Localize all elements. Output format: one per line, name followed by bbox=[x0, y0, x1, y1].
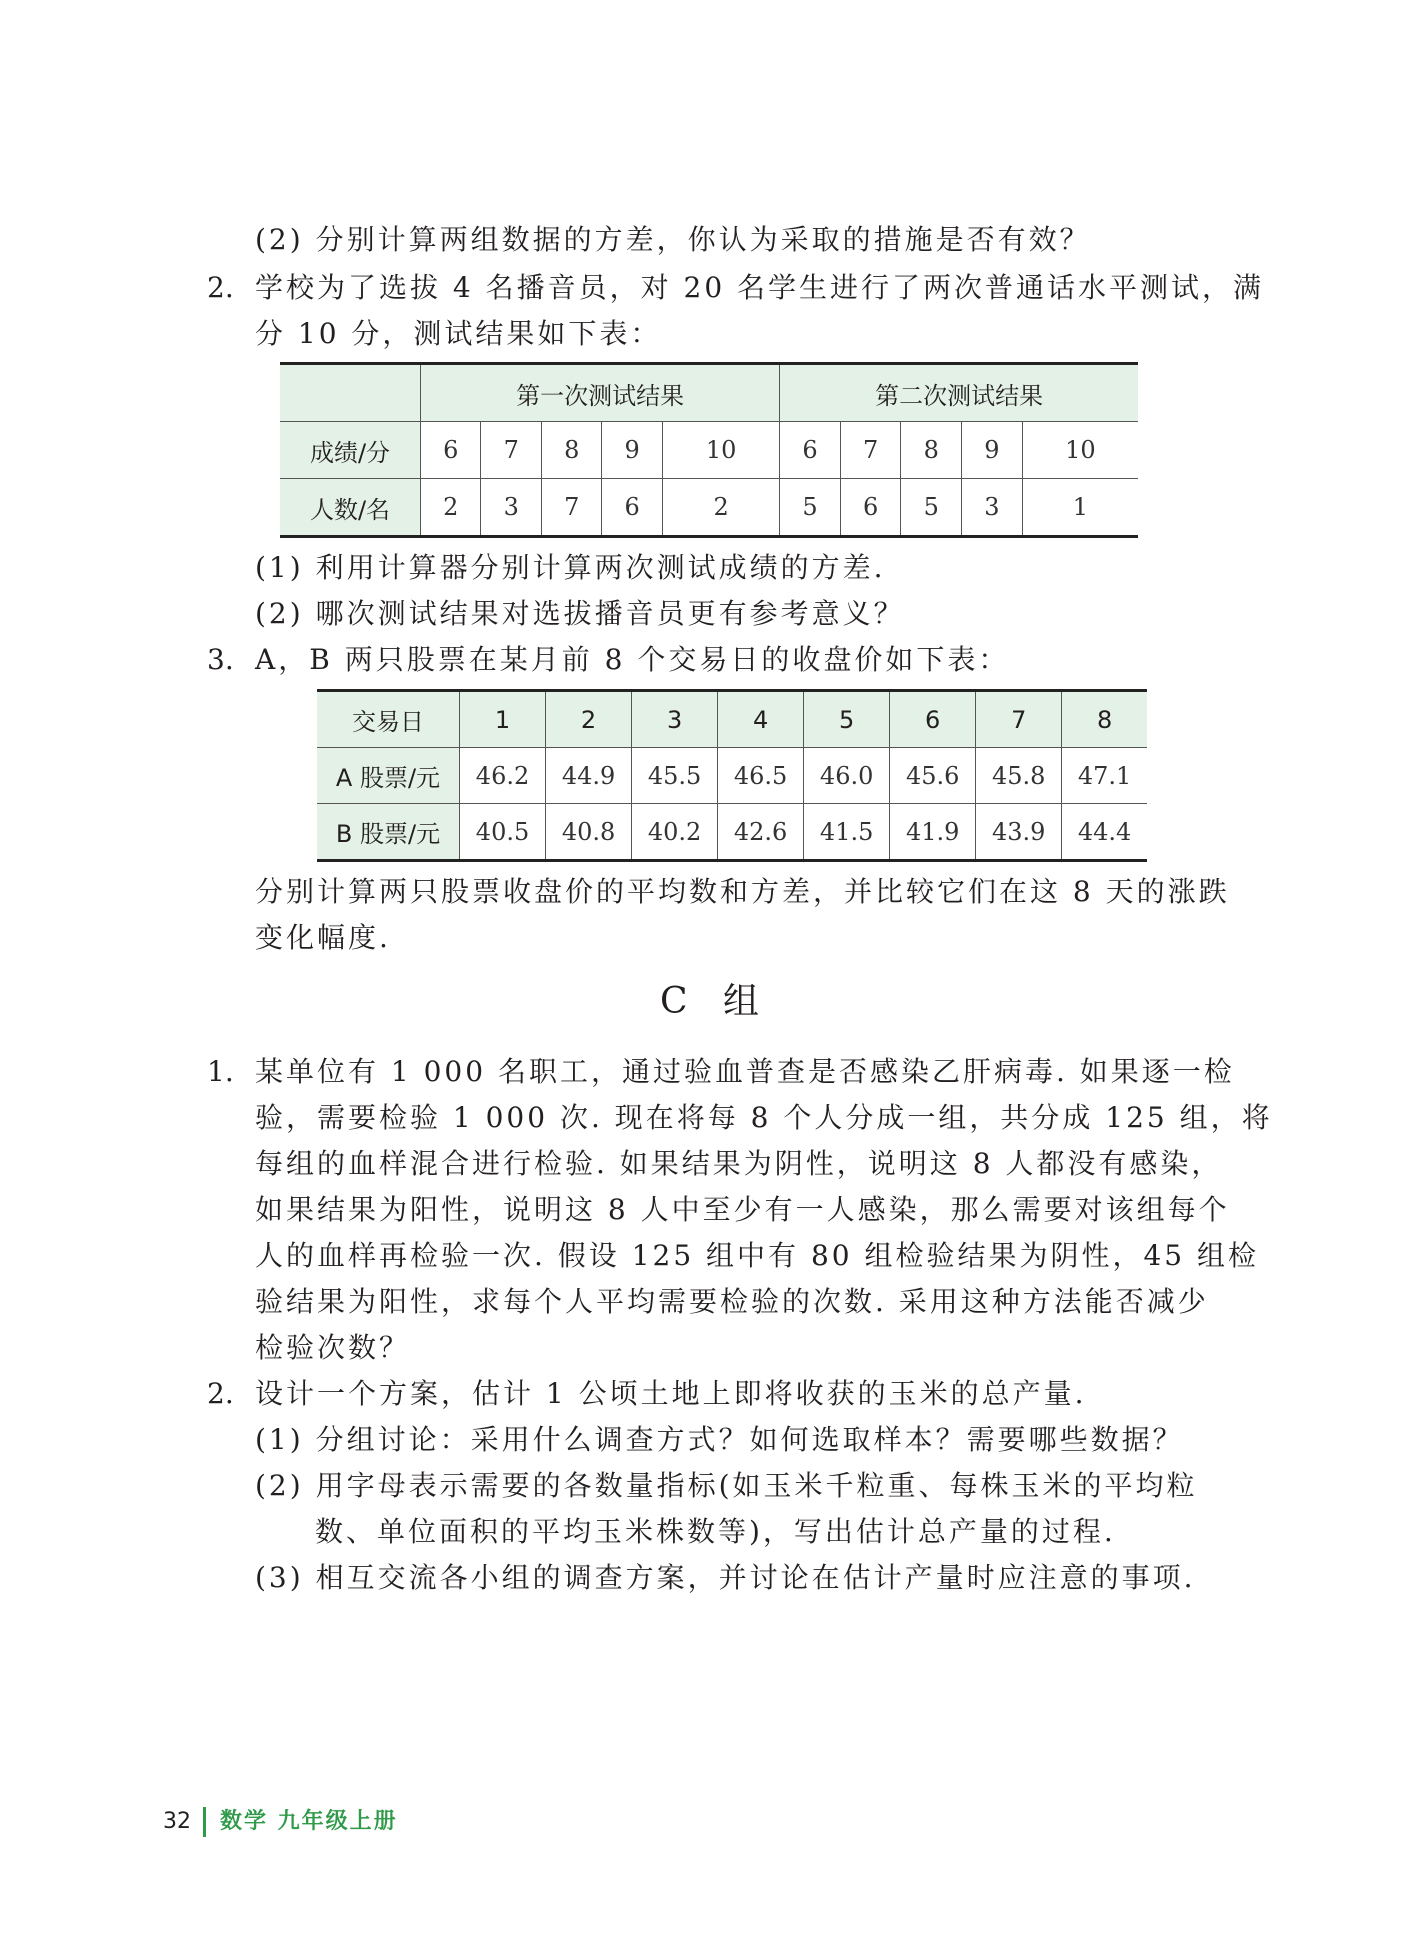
table-row bbox=[317, 748, 1147, 804]
section-title: C 组 bbox=[660, 981, 771, 1022]
count-cell: 5 bbox=[780, 479, 841, 537]
question-2-part-2: (2) 哪次测试结果对选拔播音员更有参考意义？ bbox=[255, 597, 905, 630]
count-cell: 5 bbox=[901, 479, 962, 537]
trading-day-cell: 7 bbox=[976, 691, 1062, 748]
stock-b-cell: 44.4 bbox=[1062, 804, 1147, 861]
score-cell: 6 bbox=[421, 422, 481, 479]
score-cell: 8 bbox=[901, 422, 962, 479]
count-cell: 6 bbox=[602, 479, 662, 537]
stock-b-cell: 40.5 bbox=[460, 804, 546, 861]
stock-b-cell: 43.9 bbox=[976, 804, 1062, 861]
trading-day-cell: 2 bbox=[546, 691, 632, 748]
count-cell: 3 bbox=[962, 479, 1023, 537]
count-cell: 2 bbox=[662, 479, 779, 537]
question-2-part-1: (1) 利用计算器分别计算两次测试成绩的方差. bbox=[255, 551, 886, 584]
score-row-label: 成绩/分 bbox=[280, 422, 421, 479]
count-cell: 3 bbox=[481, 479, 541, 537]
score-cell: 10 bbox=[1022, 422, 1138, 479]
stock-b-label: B 股票/元 bbox=[317, 804, 460, 861]
stock-a-cell: 45.5 bbox=[632, 748, 718, 804]
book-title: 数学 九年级上册 bbox=[220, 1809, 398, 1834]
c-question-2-part-1: (1) 分组讨论：采用什么调查方式？如何选取样本？需要哪些数据？ bbox=[255, 1423, 1184, 1456]
stock-a-cell: 45.6 bbox=[890, 748, 976, 804]
trading-day-cell: 5 bbox=[804, 691, 890, 748]
count-cell: 7 bbox=[541, 479, 601, 537]
stock-b-cell: 42.6 bbox=[718, 804, 804, 861]
score-cell: 9 bbox=[602, 422, 662, 479]
c-question-1-line: 如果结果为阳性，说明这 8 人中至少有一人感染，那么需要对该组每个 bbox=[255, 1193, 1230, 1226]
score-cell: 10 bbox=[662, 422, 779, 479]
count-cell: 1 bbox=[1022, 479, 1138, 537]
stock-price-table bbox=[317, 689, 1147, 862]
stock-a-cell: 46.2 bbox=[460, 748, 546, 804]
c-question-1-line: 验，需要检验 1 000 次. 现在将每 8 个人分成一组，共分成 125 组，将 bbox=[255, 1101, 1273, 1134]
score-cell: 7 bbox=[840, 422, 901, 479]
table-row bbox=[317, 691, 1147, 748]
stock-a-cell: 44.9 bbox=[546, 748, 632, 804]
question-3-number: 3. bbox=[207, 643, 234, 676]
stock-a-label: A 股票/元 bbox=[317, 748, 460, 804]
question-2-number: 2. bbox=[207, 271, 234, 304]
c-question-2-part-2: (2) 用字母表示需要的各数量指标(如玉米千粒重、每株玉米的平均粒 bbox=[255, 1469, 1198, 1502]
stock-a-cell: 46.0 bbox=[804, 748, 890, 804]
score-cell: 8 bbox=[541, 422, 601, 479]
question-3-after-line-1: 分别计算两只股票收盘价的平均数和方差，并比较它们在这 8 天的涨跌 bbox=[255, 875, 1230, 908]
question-3-after-line-2: 变化幅度. bbox=[255, 921, 391, 954]
question-2-line-2: 分 10 分，测试结果如下表： bbox=[255, 317, 662, 350]
stock-b-cell: 40.2 bbox=[632, 804, 718, 861]
table-row bbox=[317, 804, 1147, 861]
c-question-1-line: 验结果为阳性，求每个人平均需要检验的次数. 采用这种方法能否减少 bbox=[255, 1285, 1209, 1318]
trading-day-label: 交易日 bbox=[317, 691, 460, 748]
table-row bbox=[280, 422, 1138, 479]
question-1-part-2: (2) 分别计算两组数据的方差，你认为采取的措施是否有效？ bbox=[255, 223, 1091, 256]
c-question-1-line: 某单位有 1 000 名职工，通过验血普查是否感染乙肝病毒. 如果逐一检 bbox=[255, 1055, 1235, 1088]
question-3-line-1: A，B 两只股票在某月前 8 个交易日的收盘价如下表： bbox=[255, 643, 1010, 676]
question-2-line-1: 学校为了选拔 4 名播音员，对 20 名学生进行了两次普通话水平测试，满 bbox=[255, 271, 1265, 304]
c-question-2-part-2-cont: 数、单位面积的平均玉米株数等)，写出估计总产量的过程. bbox=[315, 1515, 1116, 1548]
stock-b-cell: 41.5 bbox=[804, 804, 890, 861]
stock-a-cell: 45.8 bbox=[976, 748, 1062, 804]
count-row-label: 人数/名 bbox=[280, 479, 421, 537]
table-corner-cell bbox=[280, 364, 421, 422]
page-footer bbox=[163, 1807, 398, 1837]
stock-b-cell: 40.8 bbox=[546, 804, 632, 861]
c-question-2-number: 2. bbox=[207, 1377, 234, 1410]
trading-day-cell: 4 bbox=[718, 691, 804, 748]
c-question-1-line: 人的血样再检验一次. 假设 125 组中有 80 组检验结果为阴性，45 组检 bbox=[255, 1239, 1260, 1272]
count-cell: 2 bbox=[421, 479, 481, 537]
score-cell: 9 bbox=[962, 422, 1023, 479]
footer-divider bbox=[203, 1807, 206, 1837]
stock-b-cell: 41.9 bbox=[890, 804, 976, 861]
trading-day-cell: 8 bbox=[1062, 691, 1147, 748]
c-question-1-number: 1. bbox=[207, 1055, 234, 1088]
page-number: 32 bbox=[163, 1809, 191, 1834]
score-cell: 7 bbox=[481, 422, 541, 479]
c-question-2-part-3: (3) 相互交流各小组的调查方案，并讨论在估计产量时应注意的事项. bbox=[255, 1561, 1196, 1594]
count-cell: 6 bbox=[840, 479, 901, 537]
first-test-header: 第一次测试结果 bbox=[421, 364, 780, 422]
table-row bbox=[280, 479, 1138, 537]
trading-day-cell: 6 bbox=[890, 691, 976, 748]
second-test-header: 第二次测试结果 bbox=[780, 364, 1138, 422]
test-results-table bbox=[280, 362, 1138, 538]
c-question-1-line: 检验次数？ bbox=[255, 1331, 411, 1364]
score-cell: 6 bbox=[780, 422, 841, 479]
c-question-1-line: 每组的血样混合进行检验. 如果结果为阴性，说明这 8 人都没有感染， bbox=[255, 1147, 1223, 1180]
stock-a-cell: 47.1 bbox=[1062, 748, 1147, 804]
stock-a-cell: 46.5 bbox=[718, 748, 804, 804]
trading-day-cell: 1 bbox=[460, 691, 546, 748]
c-question-2-line-1: 设计一个方案，估计 1 公顷土地上即将收获的玉米的总产量. bbox=[255, 1377, 1087, 1410]
trading-day-cell: 3 bbox=[632, 691, 718, 748]
